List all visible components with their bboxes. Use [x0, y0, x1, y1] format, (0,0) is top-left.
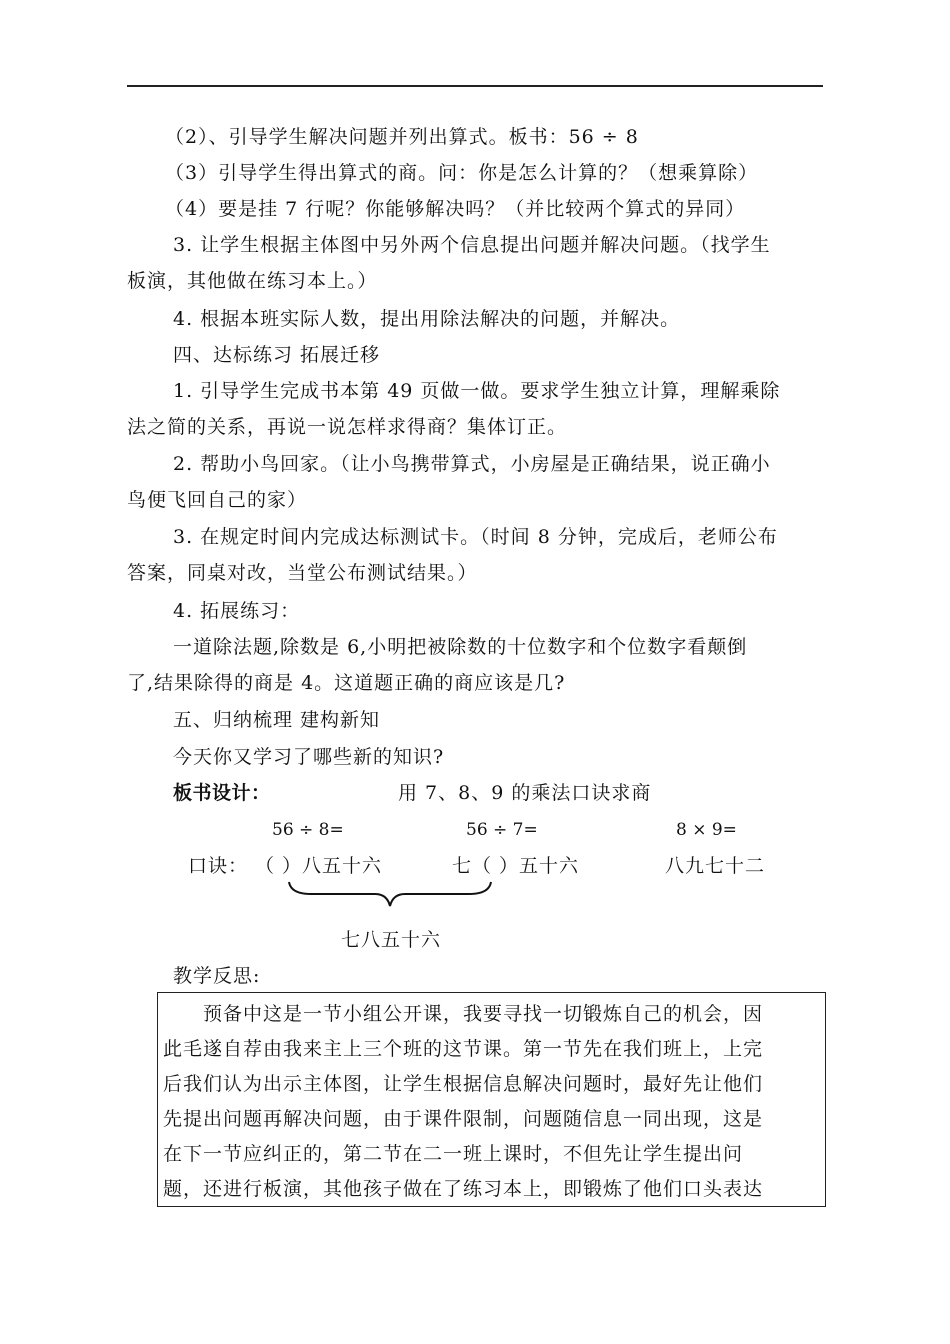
text-line: （3）引导学生得出算式的商。问：你是怎么计算的？（想乘算除）: [165, 162, 759, 184]
koujue-3: 八九七十二: [665, 855, 766, 877]
text-line: 法之简的关系，再说一说怎样求得商？集体订正。: [127, 416, 568, 438]
koujue-label: 口诀：: [188, 855, 249, 877]
text-line: 4. 拓展练习：: [173, 600, 301, 622]
text-line: 2. 帮助小鸟回家。（让小鸟携带算式，小房屋是正确结果，说正确小: [173, 453, 771, 475]
reflection-line: 预备中这是一节小组公开课，我要寻找一切锻炼自己的机会，因: [203, 1003, 764, 1025]
reflection-line: 先提出问题再解决问题，由于课件限制，问题随信息一同出现，这是: [163, 1108, 764, 1130]
equation-56-div-7: 56 ÷ 7=: [466, 820, 538, 840]
board-design-label: 板书设计：: [173, 782, 271, 804]
reflection-line: 此毛遂自荐由我来主上三个班的这节课。第一节先在我们班上，上完: [163, 1038, 764, 1060]
koujue-1: （ ）八五十六: [255, 855, 383, 877]
curly-brace: [287, 880, 493, 910]
text-line: 今天你又学习了哪些新的知识?: [173, 746, 445, 768]
reflection-line: 在下一节应纠正的，第二节在二一班上课时，不但先让学生提出问: [163, 1143, 744, 1165]
section-heading: 四、达标练习 拓展迁移: [173, 344, 381, 366]
text-line: 4. 根据本班实际人数，提出用除法解决的问题，并解决。: [173, 308, 681, 330]
equation-8-times-9: 8 × 9=: [676, 820, 737, 840]
reflection-label: 教学反思:: [173, 965, 261, 987]
text-line: 了,结果除得的商是 4。这道题正确的商应该是几?: [127, 672, 566, 694]
board-title: 用 7、8、9 的乘法口诀求商: [398, 782, 652, 804]
text-line: 3. 在规定时间内完成达标测试卡。（时间 8 分钟，完成后，老师公布: [173, 526, 778, 548]
reflection-line: 后我们认为出示主体图，让学生根据信息解决问题时，最好先让他们: [163, 1073, 764, 1095]
text-line: 一道除法题,除数是 6,小明把被除数的十位数字和个位数字看颠倒: [173, 636, 748, 658]
text-line: （2）、引导学生解决问题并列出算式。板书：56 ÷ 8: [165, 126, 639, 148]
text-line: 1. 引导学生完成书本第 49 页做一做。要求学生独立计算，理解乘除: [173, 380, 781, 402]
header-rule: [127, 85, 823, 87]
text-line: 板演，其他做在练习本上。）: [127, 270, 378, 292]
section-heading: 五、归纳梳理 建构新知: [173, 709, 381, 731]
koujue-2: 七（ ）五十六: [452, 855, 580, 877]
text-line: 答案，同桌对改，当堂公布测试结果。）: [127, 562, 478, 584]
text-line: （4）要是挂 7 行呢？你能够解决吗？（并比较两个算式的异同）: [165, 198, 746, 220]
reflection-line: 题，还进行板演，其他孩子做在了练习本上，即锻炼了他们口头表达: [163, 1178, 764, 1200]
equation-56-div-8: 56 ÷ 8=: [272, 820, 344, 840]
text-line: 鸟便飞回自己的家）: [127, 489, 308, 511]
brace-result: 七八五十六: [341, 929, 442, 951]
text-line: 3. 让学生根据主体图中另外两个信息提出问题并解决问题。（找学生: [173, 234, 771, 256]
